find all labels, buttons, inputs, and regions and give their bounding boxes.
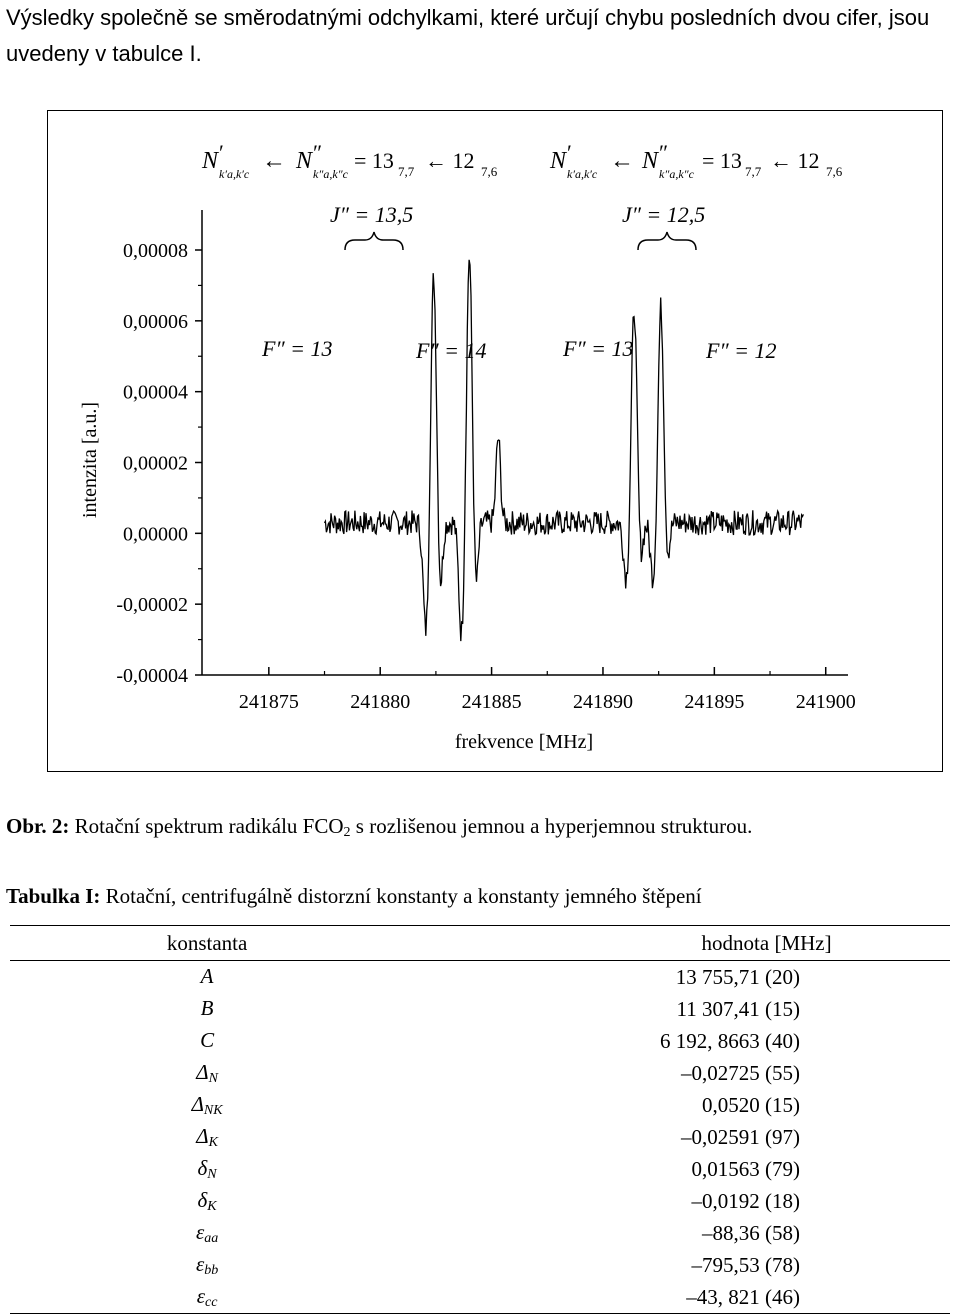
constant-value: 11 307,41 (15) xyxy=(676,996,800,1021)
x-tick-label: 241875 xyxy=(238,691,299,713)
table-row xyxy=(10,1153,950,1185)
constant-value: –43, 821 (46) xyxy=(404,1281,950,1314)
constant-symbol: $\Delta_N$ xyxy=(196,1059,218,1086)
y-tick-label: 0,00004 xyxy=(123,381,188,404)
svg-text:7,7: 7,7 xyxy=(745,164,762,179)
svg-text:″: ″ xyxy=(659,140,669,165)
svg-text:N: N xyxy=(642,148,659,174)
table-row xyxy=(10,993,950,1025)
j-label-right: J″ = 12,5 xyxy=(622,202,706,227)
y-axis-label: intenzita [a.u.] xyxy=(79,401,101,519)
x-axis-label: frekvence [MHz] xyxy=(454,731,594,753)
constant-symbol: $\Delta_{NK}$ xyxy=(191,1091,223,1118)
svg-text:← 12: ← 12 xyxy=(770,148,820,173)
constant-value: 6 192, 8663 (40) xyxy=(660,1028,800,1053)
y-tick-label: 0,00000 xyxy=(123,523,188,546)
constant-value: 13 755,71 (20) xyxy=(675,964,800,989)
svg-text:N: N xyxy=(202,148,219,174)
f-label-3: F″ = 13 xyxy=(563,336,634,361)
caption-text: Rotační spektrum radikálu FCO xyxy=(69,814,344,838)
constant-symbol: B xyxy=(200,995,214,1020)
table-row xyxy=(10,1089,950,1121)
transition-right xyxy=(549,140,843,181)
y-tick-label: 0,00006 xyxy=(123,310,188,333)
constant-value: 0,01563 (79) xyxy=(691,1156,800,1181)
table-title xyxy=(6,884,702,909)
table-title-text: Rotační, centrifugálně distorzní konstanty a konstanty jemného štěpení xyxy=(100,884,702,908)
constant-symbol: $\varepsilon_{aa}$ xyxy=(195,1219,219,1246)
constant-symbol: $\varepsilon_{cc}$ xyxy=(10,1281,404,1314)
caption-text-after: s rozlišenou jemnou a hyperjemnou strukturou. xyxy=(350,814,753,838)
table-row xyxy=(10,961,950,994)
caption-sub: 2 xyxy=(343,825,351,840)
f-label-4: F″ = 12 xyxy=(706,338,777,363)
constant-value: –0,02725 (55) xyxy=(681,1060,800,1085)
table-row xyxy=(10,1057,950,1089)
svg-text:N: N xyxy=(296,148,313,174)
x-ticks xyxy=(239,667,856,713)
table-row xyxy=(10,1025,950,1057)
table-title-label: Tabulka I: xyxy=(6,884,101,908)
constant-symbol: $\delta_K$ xyxy=(197,1187,217,1214)
constant-symbol: A xyxy=(200,963,214,988)
x-tick-label: 241900 xyxy=(795,691,856,713)
svg-text:k″a,k″c: k″a,k″c xyxy=(313,167,348,181)
intro-paragraph: Výsledky společně se směrodatnými odchylkami, které určují chybu posledních dvou cifer, jsou uvedeny v tabulce I. xyxy=(6,5,930,66)
constant-value: 0,0520 (15) xyxy=(702,1092,800,1117)
brace-right xyxy=(638,232,696,250)
svg-text:N: N xyxy=(550,148,567,174)
y-tick-label: -0,00002 xyxy=(116,594,188,617)
svg-text:← 12: ← 12 xyxy=(425,148,475,173)
svg-text:′: ′ xyxy=(219,140,224,165)
spectrum-series-line xyxy=(325,260,804,641)
x-tick-label: 241880 xyxy=(350,691,411,713)
f-label-2: F″ = 14 xyxy=(416,338,487,363)
constant-symbol: $\delta_N$ xyxy=(197,1155,217,1182)
caption-label: Obr. 2: xyxy=(6,814,70,838)
x-tick-label: 241890 xyxy=(572,691,633,713)
y-tick-label: -0,00004 xyxy=(116,665,188,687)
constant-value: –0,02591 (97) xyxy=(681,1124,800,1149)
x-tick-label: 241895 xyxy=(684,691,745,713)
f-label-1: F″ = 13 xyxy=(262,336,333,361)
svg-text:7,6: 7,6 xyxy=(481,164,498,179)
svg-text:←: ← xyxy=(262,148,286,174)
constant-value: –0,0192 (18) xyxy=(691,1188,800,1213)
y-tick-label: 0,00008 xyxy=(123,240,188,262)
y-ticks xyxy=(116,240,202,687)
svg-text:k′a,k′c: k′a,k′c xyxy=(219,167,250,181)
table-row xyxy=(10,1121,950,1153)
x-tick-label: 241885 xyxy=(461,691,522,713)
brace-left xyxy=(345,232,403,250)
y-tick-label: 0,00002 xyxy=(123,452,188,475)
svg-text:k′a,k′c: k′a,k′c xyxy=(567,167,598,181)
figure-caption xyxy=(6,814,752,841)
svg-text:= 13: = 13 xyxy=(702,148,742,173)
svg-text:7,6: 7,6 xyxy=(826,164,843,179)
constant-symbol: $\varepsilon_{bb}$ xyxy=(195,1251,219,1278)
constant-value: –795,53 (78) xyxy=(691,1252,800,1277)
table-row xyxy=(10,1185,950,1217)
table-row xyxy=(10,1281,950,1314)
svg-text:= 13: = 13 xyxy=(354,148,394,173)
table-header-row xyxy=(10,926,950,961)
transition-left xyxy=(201,140,498,181)
j-label-left: J″ = 13,5 xyxy=(330,202,414,227)
svg-text:←: ← xyxy=(610,148,634,174)
table-row xyxy=(10,1217,950,1249)
constant-symbol: C xyxy=(200,1027,215,1052)
header-hodnota: hodnota [MHz] xyxy=(404,926,950,961)
constant-value: –88,36 (58) xyxy=(702,1220,800,1245)
svg-text:7,7: 7,7 xyxy=(398,164,415,179)
header-konstanta: konstanta xyxy=(10,926,404,961)
constant-symbol: $\Delta_K$ xyxy=(196,1123,218,1150)
svg-text:″: ″ xyxy=(313,140,323,165)
constants-table xyxy=(10,925,950,1314)
svg-text:′: ′ xyxy=(567,140,572,165)
svg-text:k″a,k″c: k″a,k″c xyxy=(659,167,694,181)
table-row xyxy=(10,1249,950,1281)
